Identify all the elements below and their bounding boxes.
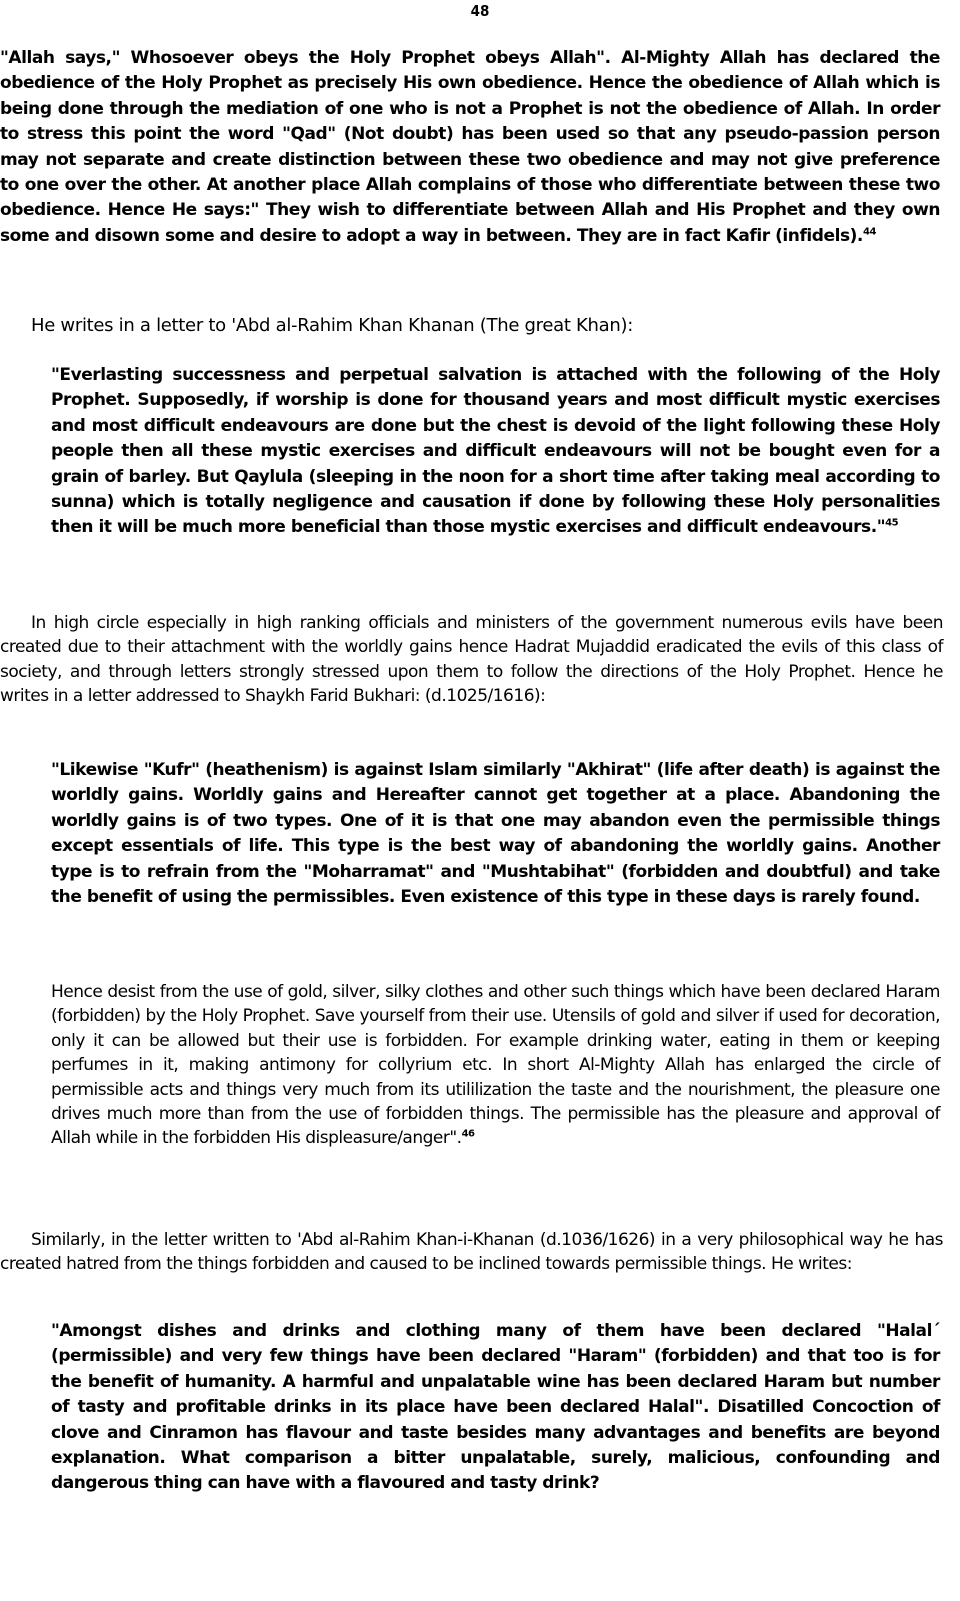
quote-likewise-kufr: "Likewise "Kufr" (heathenism) is against Islam similarly "Akhirat" (life after death) is against the worldly gains. Worldly gains and Hereafter cannot get together at a place. Abandoning the worldly gains is of two types. One of it is that one may abandon even the permissible things except essentials of life. This type is the best way of abandoning the worldly gains. Another type is to refrain from the "Moharramat" and "Mushtabihat" (forbidden and doubtful) and take the benefit of using the permissibles. Even existence of this type in these days is rarely found. [51,760,940,908]
paragraph-obedience [0,46,940,249]
paragraph-indent [0,613,31,633]
paragraph-indent [0,1230,31,1250]
paragraph-text: Hence desist from the use of gold, silver, silky clothes and other such things which have been declared Haram (forbidden) by the Holy Prophet. Save yourself from their use. Utensils of gold and silver if used for decoration, only it can be allowed but their use is forbidden. For example drinking water, eating in them or keeping perfumes in it, making antimony for collyrium etc. In short Al-Mighty Allah has enlarged the circle of permissible acts and things very much from its utililization the taste and the nourishment, the pleasure one drives much more than from the use of forbidden things. The permissible has the pleasure and approval of Allah while in the forbidden His displeasure/anger". [51,982,940,1149]
paragraph-text: Similarly, in the letter written to 'Abd al-Rahim Khan-i-Khanan (d.1036/1626) in a very philosophical way he has created hatred from the things forbidden and caused to be inclined towards permissible things. He writes: [0,1230,943,1275]
paragraph-similarly-letter [0,1228,943,1277]
footnote-ref-46[interactable]: 46 [461,1128,475,1140]
paragraph-text: "Allah says," Whosoever obeys the Holy Prophet obeys Allah". Al-Mighty Allah has declared the obedience of the Holy Prophet as precisely His own obedience. Hence the obedience of Allah which is being done through the mediation of one who is not a Prophet is not the obedience of Allah. In order to stress this point the word "Qad" (Not doubt) has been used so that any pseudo-passion person may not separate and create distinction between these two obedience and may not give preference to one over the other. At another place Allah complains of those who differentiate between these two obedience. Hence He says:" They wish to differentiate between Allah and His Prophet and they own some and disown some and desire to adopt a way in between. They are in fact Kafir (infidels). [0,48,940,246]
paragraph-text: In high circle especially in high ranking officials and ministers of the government numerous evils have been created due to their attachment with the worldly gains hence Hadrat Mujaddid eradicated the evils of this class of society, and through letters strongly stressed upon them to follow the directions of the Holy Prophet. Hence he writes in a letter addressed to Shaykh Farid Bukhari: (d.1025/1616): [0,613,943,707]
paragraph-desist-gold-silver [51,980,940,1151]
quote-text: "Everlasting successness and perpetual salvation is attached with the following of the Holy Prophet. Supposedly, if worship is done for thousand years and most difficult mystic exercises and most difficult endeavours are done but the chest is devoid of the light following these Holy people then all these mystic exercises and difficult endeavours will not be bought even for a grain of barley. But Qaylula (sleeping in the noon for a short time after taking meal according to sunna) which is totally negligence and causation if done by following these Holy personalities then it will be much more beneficial than those mystic exercises and difficult endeavours." [51,365,940,538]
footnote-ref-44[interactable]: 44 [862,226,876,238]
footnote-ref-45[interactable]: 45 [885,517,899,529]
page-number: 48 [470,2,490,20]
quote-dishes-and-drinks: "Amongst dishes and drinks and clothing many of them have been declared "Halal´ (permissible) and very few things have been declared "Haram" (forbidden) and that too is for the benefit of humanity. A harmful and unpalatable wine has been declared Haram but number of tasty and profitable drinks in its place have been declared Halal". Disatilled Concoction of clove and Cinramon has flavour and taste besides many advantages and benefits are beyond explanation. What comparison a bitter unpalatable, surely, malicious, confounding and dangerous thing can have with a flavoured and tasty drink? [51,1321,940,1494]
paragraph-high-circle [0,611,943,709]
quote-everlasting-successness [51,363,940,541]
paragraph-letter-intro: He writes in a letter to 'Abd al-Rahim Khan Khanan (The great Khan): [31,315,633,336]
